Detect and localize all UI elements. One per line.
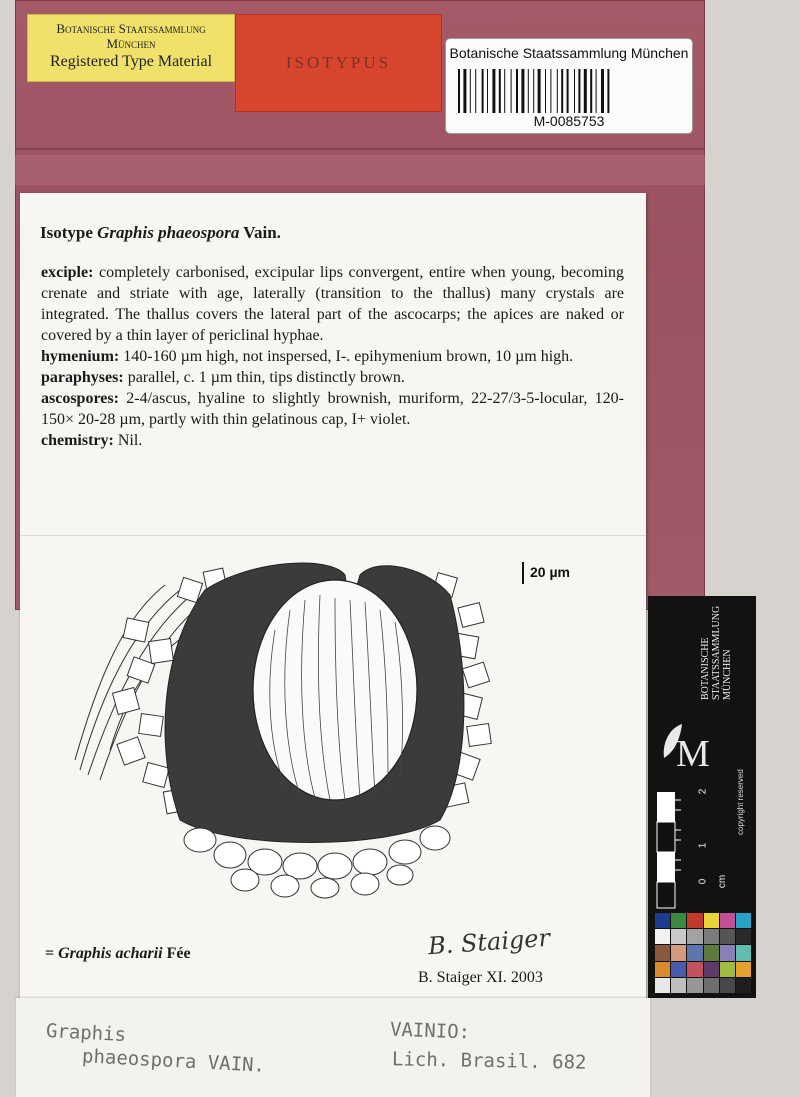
herbarium-name-line2: München [106, 36, 156, 51]
barcode-bar [574, 69, 575, 113]
barcode-bar [596, 69, 597, 113]
specimen-description [41, 262, 624, 451]
exciple-paragraph [41, 262, 624, 346]
barcode-bar [504, 69, 505, 113]
envelope-band [15, 155, 705, 185]
barcode-bar [550, 69, 551, 113]
synonym-species: Graphis acharii [58, 945, 163, 962]
barcode-bar [561, 69, 563, 113]
barcode-bar [567, 69, 569, 113]
barcode-bar [578, 69, 580, 113]
ruler-unit: cm [717, 874, 729, 889]
barcode-bar [470, 69, 471, 113]
hymenium-text: 140-160 µm high, not inspersed, I-. epihymenium brown, 10 µm high. [119, 348, 574, 365]
exciple-label: exciple: [41, 264, 94, 281]
barcode-bar [590, 69, 592, 113]
barcode-bar [601, 69, 604, 113]
barcode-bar [607, 69, 609, 113]
color-patch [736, 978, 751, 993]
colorbar-institution-line3: MÜNCHEN [722, 649, 733, 700]
color-patch [655, 978, 670, 993]
color-patch [671, 913, 686, 928]
barcode-bar [516, 69, 518, 113]
color-patch [736, 913, 751, 928]
chemistry-label: chemistry: [41, 432, 114, 449]
color-patch [671, 945, 686, 960]
color-patch [720, 945, 735, 960]
paraphyses-paragraph [41, 367, 624, 388]
title-species: Graphis phaeospora [97, 223, 240, 242]
color-patch [704, 962, 719, 977]
ascospores-paragraph [41, 388, 624, 430]
handwritten-exsiccata: Lich. Brasil. 682 [391, 1048, 587, 1074]
synonym-author: Fée [162, 945, 191, 962]
color-patch [736, 945, 751, 960]
color-patch [687, 929, 702, 944]
colorbar-institution-line1: BOTANISCHE [700, 637, 711, 700]
color-patch [687, 962, 702, 977]
paraphyses-text: parallel, c. 1 µm thin, tips distinctly brown. [123, 369, 405, 386]
synonym-prefix: = [45, 945, 59, 962]
color-patch [655, 929, 670, 944]
chemistry-text: Nil. [113, 432, 143, 449]
barcode-bar [487, 69, 488, 113]
paraphyses-label: paraphyses: [41, 369, 124, 386]
barcode-bar [528, 69, 529, 113]
barcode-label [445, 38, 693, 134]
barcode-bar [458, 69, 460, 113]
scale-bar [522, 562, 524, 584]
color-patch [671, 978, 686, 993]
barcode-number: M-0085753 [533, 113, 605, 129]
color-patch [720, 978, 735, 993]
ruler-label-0: 0 [697, 878, 709, 885]
ascocarp-drawing [70, 550, 510, 900]
copyright-notice: copyright reserved [736, 769, 745, 835]
color-patch [655, 945, 670, 960]
ruler-label-1: 1 [697, 842, 709, 849]
barcode-bar [545, 69, 546, 113]
barcode-bar [463, 69, 466, 113]
leaf-icon [660, 722, 684, 762]
scale-label: 20 µm [530, 564, 570, 580]
color-patch [671, 962, 686, 977]
cm-ruler [655, 790, 695, 910]
color-patch [736, 929, 751, 944]
color-patch [704, 978, 719, 993]
color-patch [720, 913, 735, 928]
registered-type-text: Registered Type Material [49, 53, 213, 70]
colorbar-institution-line2: STAATSSAMMLUNG [711, 605, 722, 700]
barcode-bar [533, 69, 534, 113]
color-patch [655, 913, 670, 928]
ruler-label-2: 2 [697, 788, 709, 795]
institution-logo: M [676, 733, 710, 775]
isotypus-text: ISOTYPUS [285, 53, 392, 72]
handwritten-species: phaeospora VAIN. [81, 1045, 266, 1077]
synonym-line [45, 943, 191, 964]
barcode-bar [511, 69, 512, 113]
barcode-icon [458, 69, 682, 113]
color-patch [736, 962, 751, 977]
ascospores-text: 2-4/ascus, hyaline to slightly brownish, muriform, 22-27/3-5-locular, 120-150× 20-28 µm, partly with thin gelatinous cap, I+ violet. [41, 390, 624, 428]
hymenium-label: hymenium: [41, 348, 120, 365]
barcode-bar [475, 69, 476, 113]
barcode-bar [521, 69, 524, 113]
color-patch [704, 945, 719, 960]
title-author: Vain. [239, 223, 281, 242]
title-prefix: Isotype [40, 223, 98, 242]
colorbar-institution [700, 540, 740, 700]
color-checker [655, 913, 751, 993]
handwritten-collector: VAINIO: [389, 1018, 471, 1044]
hymenium-paragraph [41, 346, 624, 367]
color-patch [704, 929, 719, 944]
registered-type-label [27, 14, 235, 82]
barcode-bar [482, 69, 484, 113]
exciple-text: completely carbonised, excipular lips convergent, entire when young, becoming crenate and striate with age, laterally (transition to the thallus) many crystals are integrated. The thallus covers the lateral part of the ascocarps; the apices are naked or covered by a thin layer of periclinal hyphae. [41, 264, 624, 344]
color-patch [720, 929, 735, 944]
barcode-bar [499, 69, 501, 113]
barcode-bar [492, 69, 495, 113]
herbarium-name-line1: Botanische Staatssammlung [56, 21, 206, 36]
color-patch [687, 978, 702, 993]
color-patch [687, 913, 702, 928]
handwritten-signature: B. Staiger [427, 923, 551, 961]
color-patch [687, 945, 702, 960]
ascospores-label: ascospores: [41, 390, 119, 407]
chemistry-paragraph [41, 430, 624, 451]
handwritten-genus: Graphis [45, 1019, 127, 1047]
author-date: B. Staiger XI. 2003 [418, 969, 543, 986]
sheet-fold-line [20, 535, 646, 536]
envelope-flap [15, 148, 705, 150]
color-patch [655, 962, 670, 977]
color-patch [704, 913, 719, 928]
barcode-institution: Botanische Staatssammlung München [449, 45, 689, 61]
isotypus-label [235, 14, 442, 112]
barcode-bar [584, 69, 587, 113]
color-patch [720, 962, 735, 977]
sheet-title [40, 222, 281, 243]
barcode-bar [557, 69, 558, 113]
color-patch [671, 929, 686, 944]
barcode-bar [538, 69, 541, 113]
